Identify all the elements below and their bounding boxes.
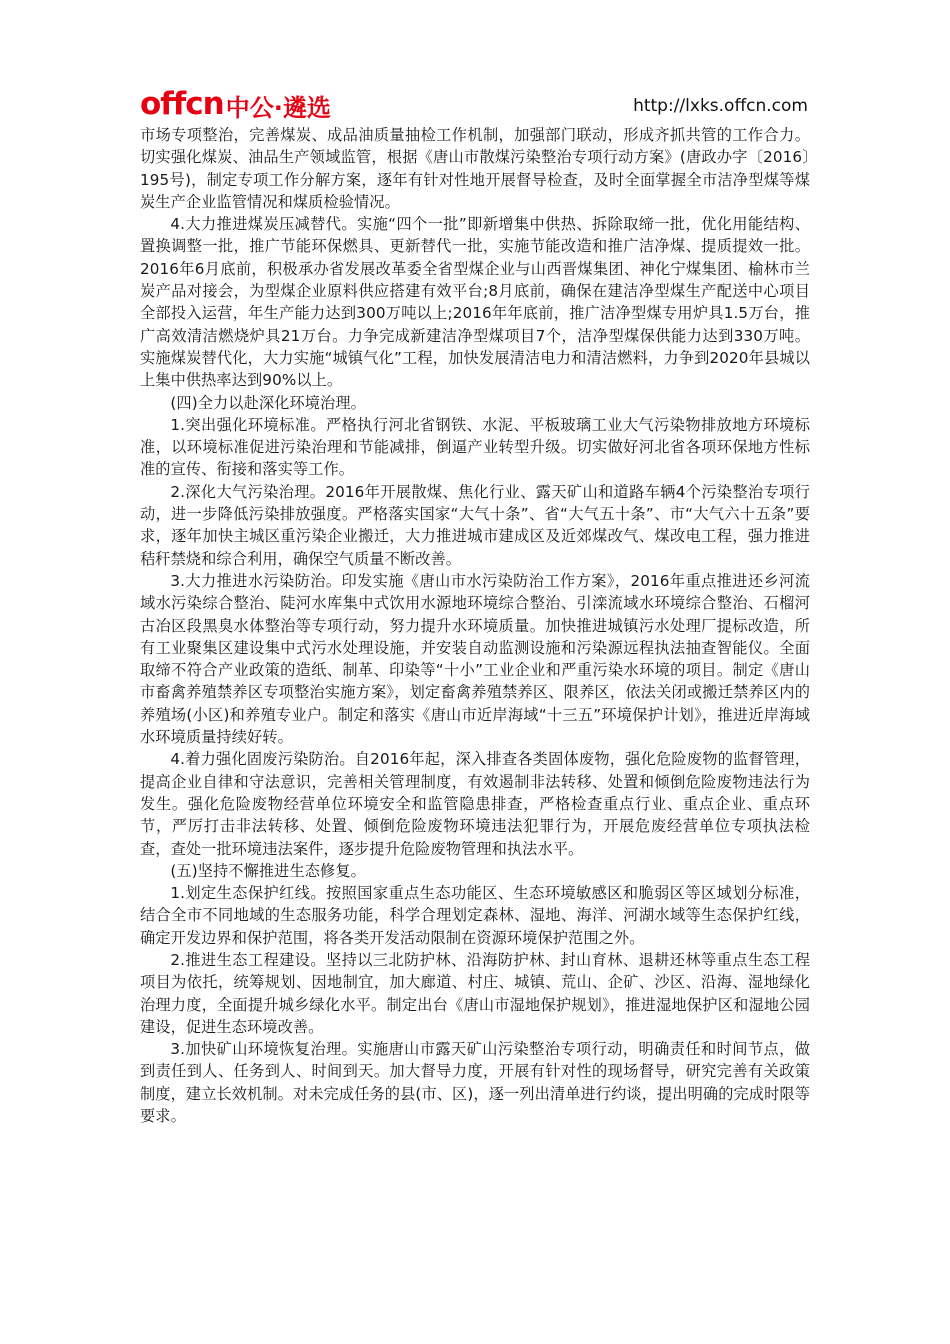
paragraph-mine-restoration: 3.加快矿山环境恢复治理。实施唐山市露天矿山污染整治专项行动，明确责任和时间节点，做到责任到人、任务到人、时间到天。加大督导力度，开展有针对性的现场督导，研究完善有关政策制度，建立长效机制。对未完成任务的县(市、区)，逐一列出清单进行约谈，提出明确的完成时限等要求。 [140, 1040, 810, 1126]
paragraph-air-pollution: 2.深化大气污染治理。2016年开展散煤、焦化行业、露天矿山和道路车辆4个污染整治专项行动，进一步降低污染排放强度。严格落实国家“大气十条”、省“大气五十条”、市“大气六十五条”要求，逐年加快主城区重污染企业搬迁，大力推进城市建成区及近郊煤改气、煤改电工程，强力推进秸秆禁烧和综合利用，确保空气质量不断改善。 [140, 482, 810, 568]
paragraph-coal-reduction: 4.大力推进煤炭压减替代。实施“四个一批”即新增集中供热、拆除取缔一批，优化用能结构、置换调整一批，推广节能环保燃具、更新替代一批，实施节能改造和推广洁净煤、提质提效一批。2016年6月底前，积极承办省发展改革委全省型煤企业与山西晋煤集团、神化宁煤集团、榆林市兰炭产品对接会，为型煤企业原料供应搭建有效平台;8月底前，确保在建洁净型煤生产配送中心项目全部投入运营，年生产能力达到300万吨以上;2016年年底前，推广洁净型煤专用炉具1.5万台，推广高效清洁燃烧炉具21万台。力争完成新建洁净型煤项目7个，洁净型煤保供能力达到330万吨。实施煤炭替代化，大力实施“城镇气化”工程，加快发展清洁电力和清洁燃料，力争到2020年县城以上集中供热率达到90%以上。 [140, 215, 810, 390]
paragraph-eco-projects: 2.推进生态工程建设。坚持以三北防护林、沿海防护林、封山育林、退耕还林等重点生态工程项目为依托，统筹规划、因地制宜，加大廊道、村庄、城镇、荒山、企矿、沙区、沿海、湿地绿化治理力度，全面提升城乡绿化水平。制定出台《唐山市湿地保护规划》，推进湿地保护区和湿地公园建设，促进生态环境改善。 [140, 950, 810, 1036]
logo-latin-text: offcn [140, 86, 224, 122]
document-body [140, 124, 810, 1127]
offcn-logo[interactable] [140, 76, 331, 120]
section-heading-5: (五)坚持不懈推进生态修复。 [170, 861, 366, 880]
page-header [140, 76, 810, 124]
logo-dot: · [273, 94, 283, 122]
section-heading-4: (四)全力以赴深化环境治理。 [170, 393, 366, 412]
logo-cn-text: 中公 [225, 94, 274, 122]
paragraph-solid-waste: 4.着力强化固废污染防治。自2016年起，深入排查各类固体废物，强化危险废物的监督管理，提高企业自律和守法意识，完善相关管理制度，有效遏制非法转移、处置和倾倒危险废物违法行为发生。强化危险废物经营单位环境安全和监管隐患排查，严格检查重点行业、重点企业、重点环节，严厉打击非法转移、处置、倾倒危险废物环境违法犯罪行为，开展危废经营单位专项执法检查，查处一批环境违法案件，逐步提升危险废物管理和执法水平。 [140, 750, 810, 858]
paragraph-water-pollution: 3.大力推进水污染防治。印发实施《唐山市水污染防治工作方案》，2016年重点推进还乡河流域水污染综合整治、陡河水库集中式饮用水源地环境综合整治、引滦流域水环境综合整治、石榴河古冶区段黑臭水体整治等专项行动，努力提升水环境质量。加快推进城镇污水处理厂提标改造，所有工业聚集区建设集中式污水处理设施，并安装自动监测设施和污染源远程执法抽查智能仪。全面取缔不符合产业政策的造纸、制革、印染等“十小”工业企业和严重污染水环境的项目。制定《唐山市畜禽养殖禁养区专项整治实施方案》，划定畜禽养殖禁养区、限养区，依法关闭或搬迁禁养区内的养殖场(小区)和养殖专业户。制定和落实《唐山市近岸海域“十三五”环境保护计划》，推进近岸海域水环境质量持续好转。 [140, 571, 810, 747]
site-url-link[interactable]: http://lxks.offcn.com [633, 96, 808, 116]
paragraph-env-standards: 1.突出强化环境标准。严格执行河北省钢铁、水泥、平板玻璃工业大气污染物排放地方环境标准，以环境标准促进污染治理和节能减排，倒逼产业转型升级。切实做好河北省各项环保地方性标准的宣传、衔接和落实等工作。 [140, 415, 810, 479]
logo-cn2-text: 遴选 [282, 94, 331, 122]
paragraph-continuation: 市场专项整治，完善煤炭、成品油质量抽检工作机制，加强部门联动，形成齐抓共管的工作合力。切实强化煤炭、油品生产领域监管，根据《唐山市散煤污染整治专项行动方案》(唐政办字〔2016〕195号)，制定专项工作分解方案，逐年有针对性地开展督导检查，及时全面掌握全市洁净型煤等煤炭生产企业监管情况和煤质检验情况。 [140, 126, 810, 211]
paragraph-eco-redline: 1.划定生态保护红线。按照国家重点生态功能区、生态环境敏感区和脆弱区等区域划分标准，结合全市不同地域的生态服务功能，科学合理划定森林、湿地、海洋、河湖水域等生态保护红线，确定开发边界和保护范围，将各类开发活动限制在资源环境保护范围之外。 [140, 884, 810, 947]
